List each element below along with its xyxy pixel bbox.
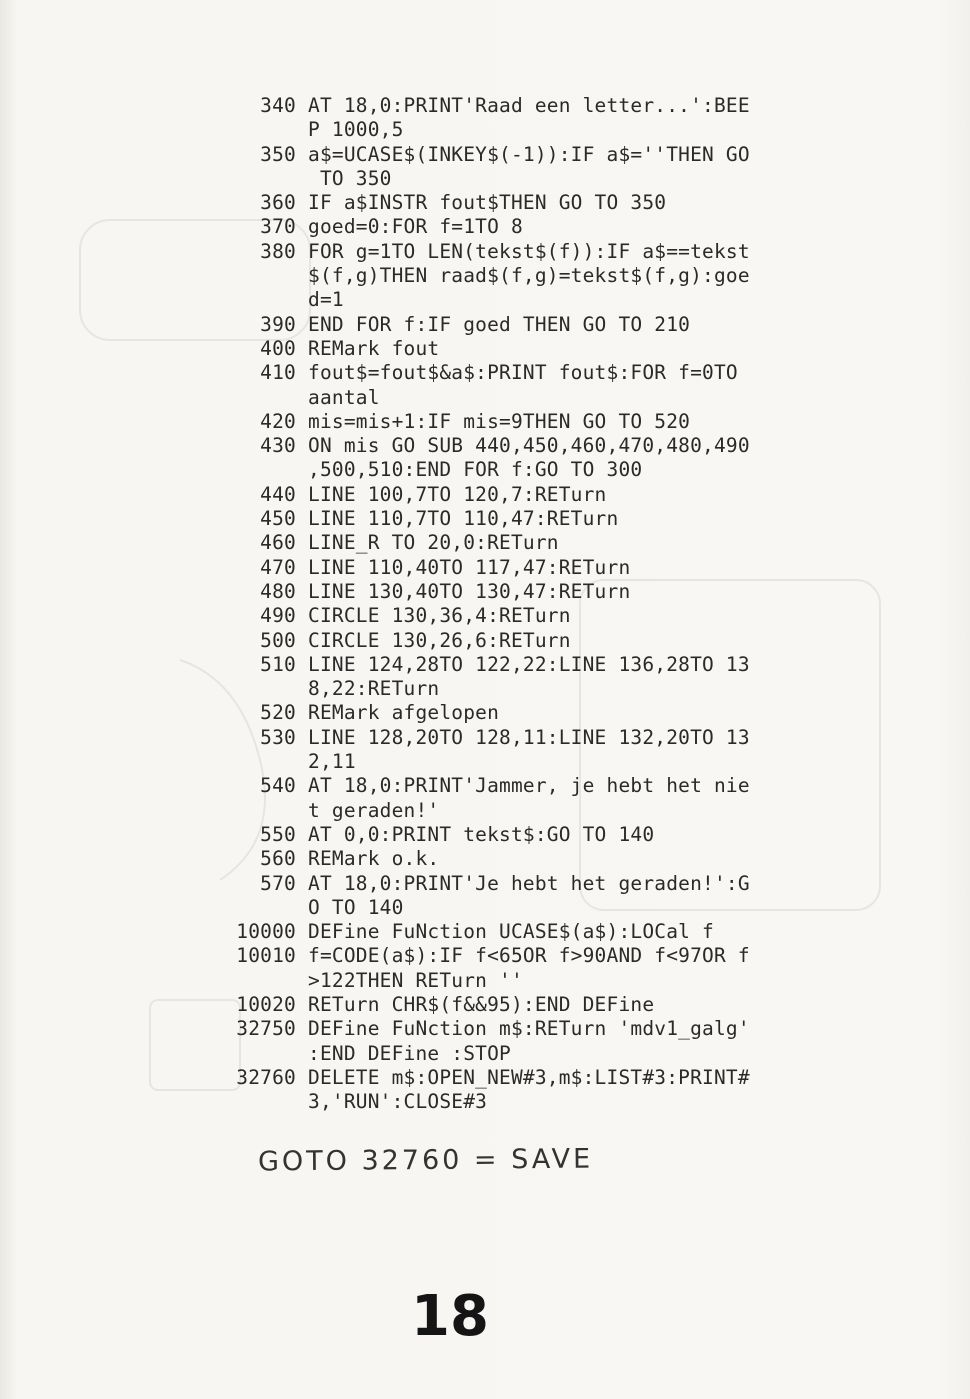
code-text: LINE_R TO 20,0:RETurn	[308, 531, 559, 555]
code-text: RETurn CHR$(f&&95):END DEFine	[308, 992, 655, 1016]
code-line	[206, 823, 866, 847]
code-text: LINE 100,7TO 120,7:RETurn	[308, 482, 607, 506]
code-line	[206, 847, 866, 871]
line-number: 390	[260, 312, 296, 336]
line-number: 480	[260, 579, 296, 603]
code-text: AT 18,0:PRINT'Raad een letter...':BEE	[308, 94, 750, 117]
code-text: REMark afgelopen	[308, 701, 500, 725]
code-text: DEFine FuNction m$:RETurn 'mdv1_galg'	[308, 1017, 750, 1041]
code-line	[206, 993, 866, 1017]
code-line	[206, 410, 866, 434]
line-number: 410	[260, 361, 296, 385]
code-line	[206, 701, 866, 725]
code-line	[206, 458, 866, 482]
code-text: P 1000,5	[308, 118, 404, 142]
code-text: LINE 128,20TO 128,11:LINE 132,20TO 13	[308, 725, 750, 749]
code-line	[206, 799, 866, 823]
code-line	[206, 1066, 866, 1090]
line-number: 420	[260, 409, 296, 433]
code-text: 8,22:RETurn	[308, 677, 440, 701]
code-line	[206, 434, 866, 458]
line-number: 32760	[236, 1065, 296, 1089]
code-line	[206, 507, 866, 531]
line-number: 380	[260, 239, 296, 263]
line-number: 550	[260, 822, 296, 846]
code-line	[206, 240, 866, 264]
code-text: LINE 110,7TO 110,47:RETurn	[308, 507, 619, 531]
page-number: 18	[411, 1284, 489, 1349]
code-text: LINE 110,40TO 117,47:RETurn	[308, 555, 631, 579]
code-text: $(f,g)THEN raad$(f,g)=tekst$(f,g):goe	[308, 264, 750, 288]
line-number: 560	[260, 847, 296, 871]
code-text: LINE 124,28TO 122,22:LINE 136,28TO 13	[308, 652, 750, 676]
code-text: a$=UCASE$(INKEY$(-1)):IF a$=''THEN GO	[308, 142, 750, 166]
line-number: 530	[260, 725, 296, 749]
code-listing	[206, 94, 866, 1114]
code-line	[206, 677, 866, 701]
code-line	[206, 264, 866, 288]
line-number: 370	[260, 215, 296, 239]
code-line	[206, 872, 866, 896]
code-line	[206, 361, 866, 385]
code-text: mis=mis+1:IF mis=9THEN GO TO 520	[308, 409, 691, 433]
code-line	[206, 920, 866, 944]
line-number: 520	[260, 701, 296, 725]
code-text: DELETE m$:OPEN_NEW#3,m$:LIST#3:PRINT#	[308, 1065, 750, 1089]
code-text: 2,11	[308, 750, 356, 774]
code-line	[206, 288, 866, 312]
line-number: 460	[260, 531, 296, 555]
code-line	[206, 944, 866, 968]
code-text: :END DEFine :STOP	[308, 1041, 511, 1065]
handwritten-save-note: GOTO 32760 = SAVE	[257, 1143, 594, 1178]
line-number: 10020	[236, 992, 296, 1016]
code-text: END FOR f:IF goed THEN GO TO 210	[308, 312, 691, 336]
code-text: >122THEN RETurn ''	[308, 968, 523, 992]
line-number: 360	[260, 191, 296, 215]
code-text: IF a$INSTR fout$THEN GO TO 350	[308, 191, 667, 215]
code-text: TO 350	[308, 166, 392, 190]
code-text: d=1	[308, 288, 344, 312]
code-line	[206, 653, 866, 677]
code-line	[206, 386, 866, 410]
line-number: 10000	[236, 920, 296, 944]
code-text: f=CODE(a$):IF f<65OR f>90AND f<97OR f	[308, 944, 750, 968]
code-text: t geraden!'	[308, 798, 440, 822]
code-line	[206, 118, 866, 142]
line-number: 490	[260, 604, 296, 628]
line-number: 430	[260, 434, 296, 458]
code-text: ,500,510:END FOR f:GO TO 300	[308, 458, 643, 482]
code-line	[206, 969, 866, 993]
code-line	[206, 191, 866, 215]
code-text: 3,'RUN':CLOSE#3	[308, 1090, 488, 1114]
code-text: CIRCLE 130,36,4:RETurn	[308, 604, 571, 628]
line-number: 570	[260, 871, 296, 895]
code-text: DEFine FuNction UCASE$(a$):LOCal f	[308, 920, 714, 944]
code-line	[206, 1017, 866, 1041]
line-number: 540	[260, 774, 296, 798]
line-number: 32750	[236, 1017, 296, 1041]
code-text: ON mis GO SUB 440,450,460,470,480,490	[308, 434, 750, 458]
line-number: 500	[260, 628, 296, 652]
line-number: 350	[260, 142, 296, 166]
code-text: REMark o.k.	[308, 847, 440, 871]
line-number: 450	[260, 507, 296, 531]
code-line	[206, 580, 866, 604]
line-number: 510	[260, 652, 296, 676]
code-line	[206, 313, 866, 337]
code-line	[206, 750, 866, 774]
code-text: CIRCLE 130,26,6:RETurn	[308, 628, 571, 652]
code-line	[206, 896, 866, 920]
code-line	[206, 774, 866, 798]
code-line	[206, 94, 866, 118]
code-line	[206, 629, 866, 653]
code-text: goed=0:FOR f=1TO 8	[308, 215, 523, 239]
code-line	[206, 1042, 866, 1066]
code-text: LINE 130,40TO 130,47:RETurn	[308, 579, 631, 603]
code-text: AT 0,0:PRINT tekst$:GO TO 140	[308, 822, 655, 846]
code-line	[206, 337, 866, 361]
code-text: AT 18,0:PRINT'Je hebt het geraden!':G	[308, 871, 750, 895]
code-line	[206, 215, 866, 239]
code-line	[206, 1090, 866, 1114]
code-text: O TO 140	[308, 895, 404, 919]
code-text: FOR g=1TO LEN(tekst$(f)):IF a$==tekst	[308, 239, 750, 263]
code-line	[206, 167, 866, 191]
code-text: REMark fout	[308, 336, 440, 360]
line-number: 400	[260, 336, 296, 360]
code-text: AT 18,0:PRINT'Jammer, je hebt het nie	[308, 774, 750, 798]
code-line	[206, 726, 866, 750]
line-number: 470	[260, 555, 296, 579]
code-line	[206, 531, 866, 555]
line-number: 340	[260, 94, 296, 117]
code-line	[206, 556, 866, 580]
line-number: 10010	[236, 944, 296, 968]
code-line	[206, 483, 866, 507]
code-line	[206, 604, 866, 628]
code-line	[206, 143, 866, 167]
code-text: fout$=fout$&a$:PRINT fout$:FOR f=0TO	[308, 361, 738, 385]
line-number: 440	[260, 482, 296, 506]
code-text: aantal	[308, 385, 380, 409]
